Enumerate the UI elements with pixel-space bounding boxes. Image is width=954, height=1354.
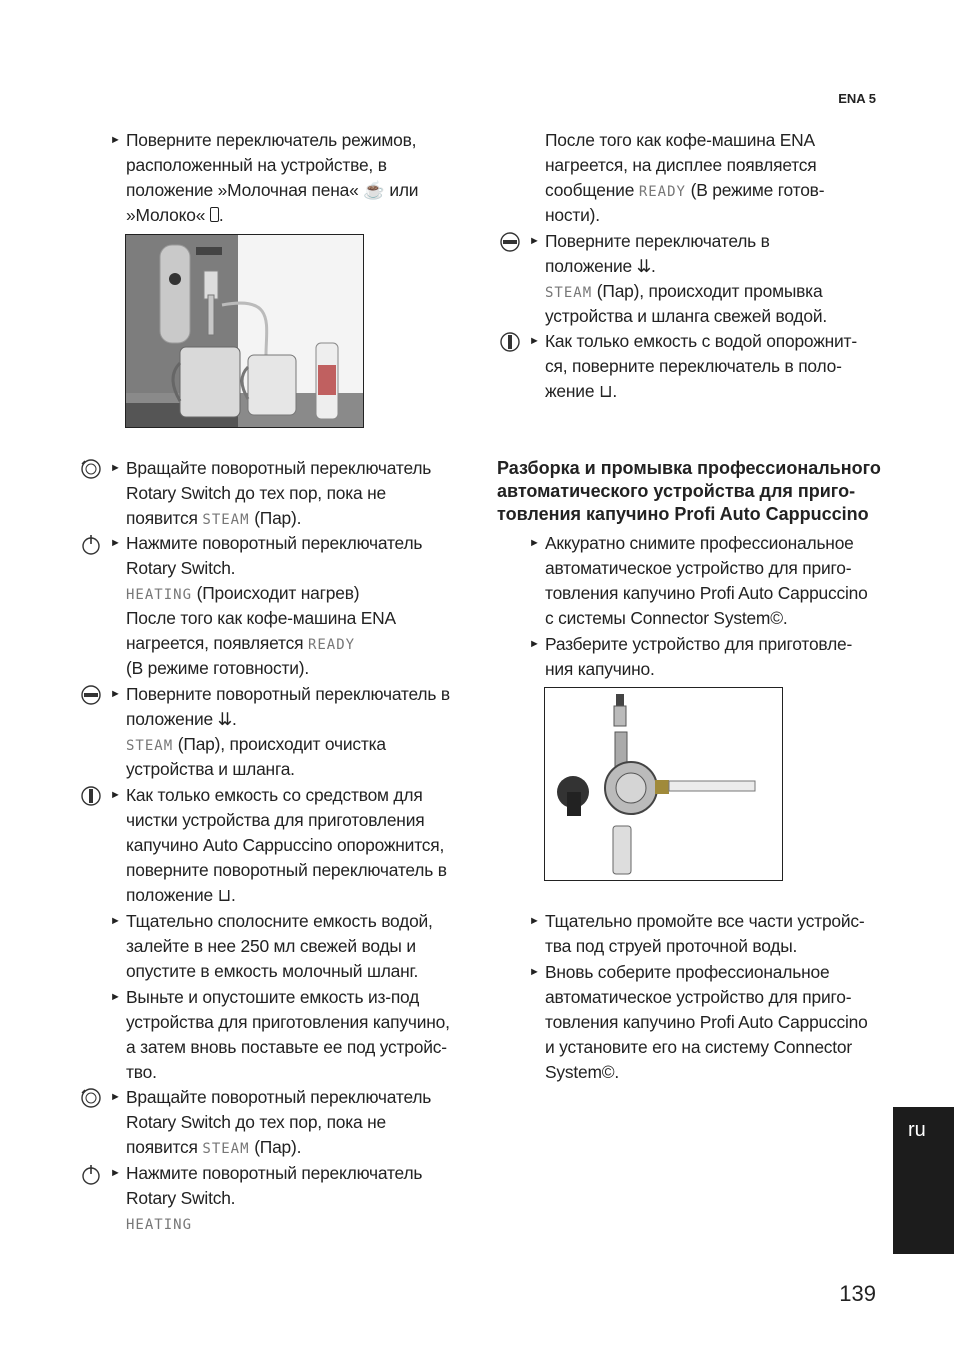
rotate-icon [80,458,102,480]
text-line: STEAM (Пар), происходит очистка [126,734,386,754]
bullet-icon: ► [529,638,540,650]
text-line: ности). [545,205,600,225]
text-line: сообщение READY (В режиме готов- [545,180,825,200]
text-line: автоматическое устройство для приго- [545,987,852,1007]
lcd-steam: STEAM [126,738,174,754]
text-line: Тщательно сполосните емкость водой, [126,911,433,931]
text-line: ния капучино. [545,659,655,679]
text-line: и установите его на систему Connector [545,1037,852,1057]
language-label: ru [908,1119,926,1141]
bullet-icon: ► [110,1091,121,1103]
brand-label: ENA 5 [838,91,876,106]
text-line: Поверните переключатель в [545,231,770,251]
text-line: Rotary Switch. [126,1188,236,1208]
section-heading: автоматического устройства для приго- [497,481,856,501]
bullet-icon: ► [529,537,540,549]
press-icon [80,533,102,555]
bullet-icon: ► [110,915,121,927]
page-number: 139 [839,1281,876,1306]
machine-illustration [125,234,364,428]
text-line: положение ⇊. [545,256,656,276]
text-line: Разберите устройство для приготовле- [545,634,853,654]
text-line: ся, поверните переключатель в поло- [545,356,842,376]
bullet-icon: ► [529,915,540,927]
dial-icon [80,684,102,706]
text-line: нагреется, появляется READY [126,633,356,653]
text-line: положение »Молочная пена« ☕ или [126,180,419,200]
milk-foam-icon: ☕ [363,180,385,200]
bullet-icon: ► [529,966,540,978]
section-heading: товления капучино Profi Auto Cappuccino [497,504,869,524]
text-line [126,1211,192,1238]
text-line: Rotary Switch до тех пор, пока не [126,483,387,503]
text-line: Вновь соберите профессиональное [545,962,830,982]
text-line: HEATING (Происходит нагрев) [126,583,360,603]
lcd-heating: HEATING [126,1217,193,1233]
rotate-icon [80,1087,102,1109]
text-line: чистки устройства для приготовления [126,810,425,830]
text-line: жение ⊔. [545,381,617,401]
text-line: тво. [126,1062,157,1082]
milk-icon [210,207,219,222]
text-line: положение ⇊. [126,709,237,729]
text-line: поверните поворотный переключатель в [126,860,447,880]
bullet-icon: ► [110,789,121,801]
text-line: капучино Auto Cappuccino опорожнится, [126,835,445,855]
lcd-steam: STEAM [202,512,250,528]
text-line: После того как кофе-машина ENA [545,130,815,150]
bullet-icon: ► [110,134,121,146]
text-line: Выньте и опустошите емкость из-под [126,987,420,1007]
text-line: автоматическое устройство для приго- [545,558,852,578]
dial-icon [499,231,521,253]
steam-icon: ⇊ [217,709,233,729]
text-line: а затем вновь поставьте ее под устройс- [126,1037,447,1057]
text-line: Поверните поворотный переключатель в [126,684,450,704]
text-line: »Молоко« . [126,205,224,225]
press-icon [80,1163,102,1185]
lcd-heating: HEATING [126,587,193,603]
text-line: нагреется, на дисплее появляется [545,155,817,175]
text-line: устройства и шланга свежей водой. [545,306,827,326]
lcd-ready: READY [307,637,356,653]
cup-icon: ⊔ [217,885,232,905]
text-line: Аккуратно снимите профессиональное [545,533,854,553]
bullet-icon: ► [110,688,121,700]
text-line: с системы Connector System©. [545,608,788,628]
text-line: Rotary Switch до тех пор, пока не [126,1112,387,1132]
text-line: STEAM (Пар), происходит промывка [545,281,823,301]
lcd-steam: STEAM [202,1141,250,1157]
bullet-icon: ► [110,462,121,474]
text-line: Вращайте поворотный переключатель [126,1087,432,1107]
bullet-icon: ► [529,235,540,247]
text-line: залейте в нее 250 мл свежей воды и [126,936,416,956]
text-line: появится STEAM (Пар). [126,508,302,528]
text-line: Как только емкость со средством для [126,785,423,805]
info-dial-icon [499,331,521,353]
text-line: тва под струей проточной воды. [545,936,798,956]
text-line: появится STEAM (Пар). [126,1137,302,1157]
bullet-icon: ► [529,335,540,347]
lcd-steam: STEAM [545,285,593,301]
text-line: Тщательно промойте все части устройс- [545,911,865,931]
text-line: товления капучино Profi Auto Cappuccino [545,1012,868,1032]
text-line: устройства и шланга. [126,759,295,779]
cup-icon: ⊔ [598,381,613,401]
text-line: (В режиме готовности). [126,658,309,678]
bullet-icon: ► [110,991,121,1003]
text-line: System©. [545,1062,620,1082]
bullet-icon: ► [110,537,121,549]
text-line: Поверните переключатель режимов, [126,130,417,150]
text-line: Нажмите поворотный переключатель [126,533,423,553]
info-dial-icon [80,785,102,807]
text-line: товления капучино Profi Auto Cappuccino [545,583,868,603]
parts-illustration [544,687,783,881]
text-line: После того как кофе-машина ENA [126,608,396,628]
bullet-icon: ► [110,1167,121,1179]
language-tab [893,1107,954,1254]
steam-icon: ⇊ [636,256,652,276]
text-line: Rotary Switch. [126,558,236,578]
text-line: положение ⊔. [126,885,236,905]
text-line: опустите в емкость молочный шланг. [126,961,419,981]
text-line: расположенный на устройстве, в [126,155,387,175]
text-line: устройства для приготовления капучино, [126,1012,450,1032]
section-heading: Разборка и промывка профессионального [497,458,881,478]
lcd-ready: READY [638,184,686,200]
text-line: Как только емкость с водой опорожнит- [545,331,857,351]
text-line: Вращайте поворотный переключатель [126,458,432,478]
text-line: Нажмите поворотный переключатель [126,1163,423,1183]
